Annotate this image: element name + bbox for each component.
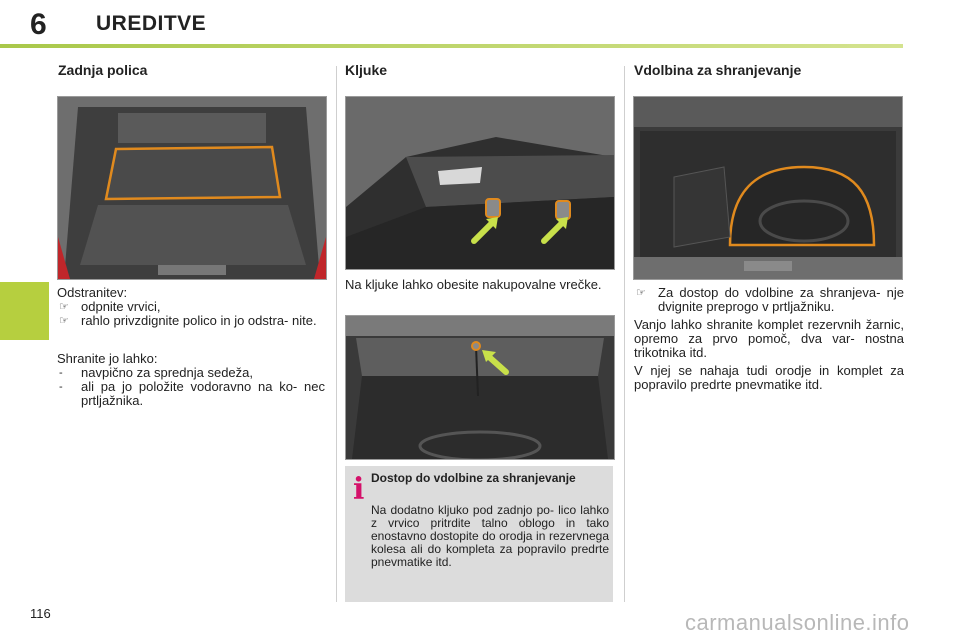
photo-hooks <box>345 96 615 270</box>
rear-shelf-illustration <box>58 97 326 279</box>
storage-para: V njej se nahaja tudi orodje in komplet za popravilo predrte pnevmatike itd. <box>634 363 904 392</box>
storage-well-illustration <box>634 97 902 279</box>
store-label: Shranite jo lahko: <box>57 351 158 366</box>
watermark: carmanualsonline.info <box>685 610 910 635</box>
extra-hook-illustration <box>346 316 614 459</box>
storage-para: Vanjo lahko shranite komplet rezervnih žarnic, opremo za prvo pomoč, dva var- nostna trikotnika itd. <box>634 317 904 360</box>
chapter-title: UREDITVE <box>96 12 207 35</box>
store-item: - navpično za sprednja sedeža, <box>59 365 254 380</box>
section-title-rear-shelf: Zadnja polica <box>58 62 148 78</box>
store-item: - ali pa jo položite vodoravno na ko- nec prtljažnika. <box>59 379 325 408</box>
chapter-side-tab <box>0 282 49 340</box>
dash-bullet: - <box>59 367 63 379</box>
photo-extra-hook <box>345 315 615 460</box>
remove-item: ☞ rahlo privzdignite polico in jo odstra- nite. <box>59 313 317 328</box>
info-box <box>345 466 613 602</box>
header-rule <box>0 44 903 48</box>
dash-bullet: - <box>59 381 63 393</box>
column-divider <box>624 66 625 602</box>
info-icon: i <box>353 472 365 507</box>
storage-item: ☞ Za dostop do vdolbine za shranjeva- nje dvignite preprogo v prtljažniku. <box>636 285 904 314</box>
arrow-bullet-icon: ☞ <box>59 301 69 313</box>
info-title: Dostop do vdolbine za shranjevanje <box>371 471 576 485</box>
info-text: Na dodatno kljuko pod zadnjo po- lico lahko z vrvico pritrdite talno oblogo in tako enostavno dostopite do orodja in rezervnega kolesa ali do kompleta za popravilo predrte pnevmatike itd. <box>371 503 609 569</box>
section-title-storage-well: Vdolbina za shranjevanje <box>634 62 802 78</box>
remove-label: Odstranitev: <box>57 285 128 300</box>
hooks-text: Na kljuke lahko obesite nakupovalne vrečke. <box>345 277 602 292</box>
arrow-bullet-icon: ☞ <box>636 287 646 299</box>
storage-well-instructions <box>634 286 904 392</box>
remove-item: ☞ odpnite vrvici, <box>59 299 161 314</box>
rear-shelf-instructions <box>57 286 325 408</box>
section-title-hooks: Kljuke <box>345 62 388 78</box>
photo-storage-well <box>633 96 903 280</box>
photo-rear-shelf <box>57 96 327 280</box>
column-divider <box>336 66 337 602</box>
page-number: 116 <box>30 606 51 621</box>
arrow-bullet-icon: ☞ <box>59 315 69 327</box>
chapter-number: 6 <box>30 8 47 41</box>
hooks-illustration <box>346 97 614 269</box>
